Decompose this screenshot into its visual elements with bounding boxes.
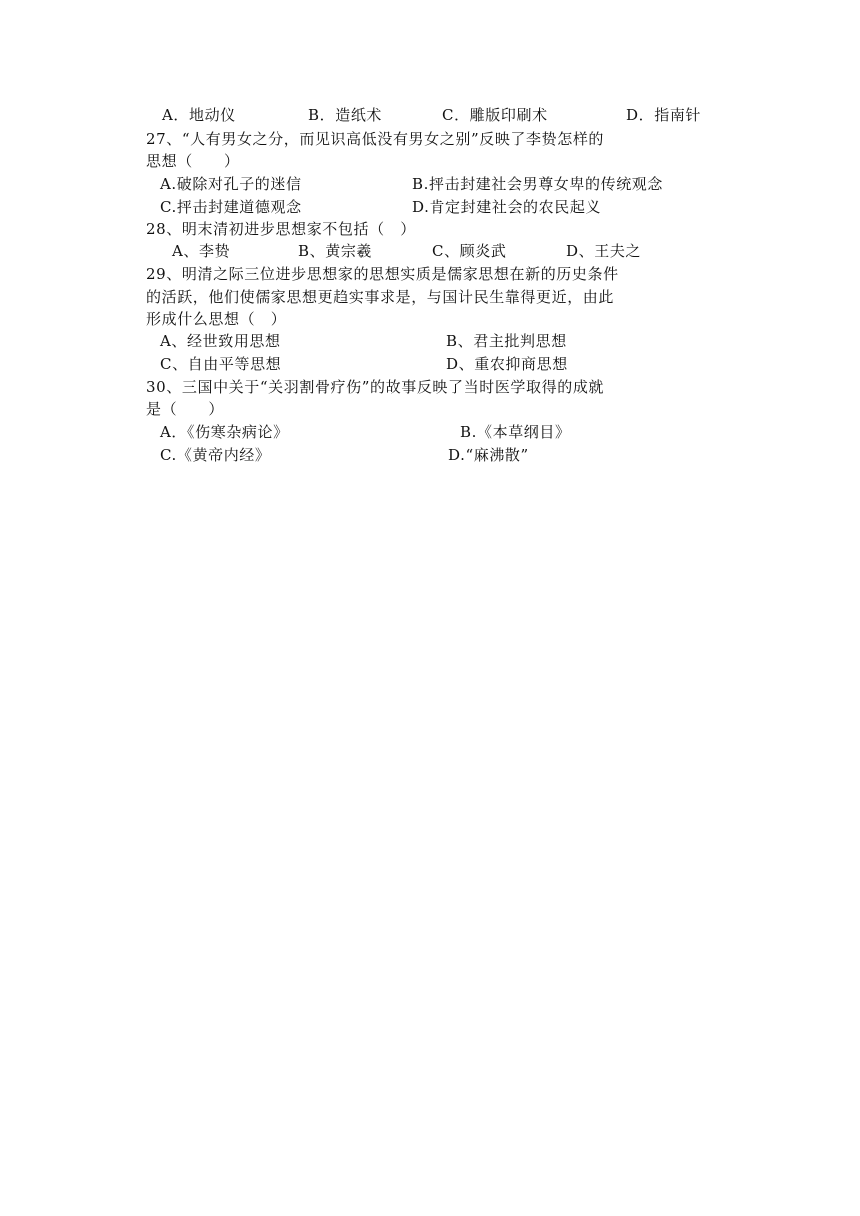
q30-stem-line-1: 30、三国中关于“关羽割骨疗伤”的故事反映了当时医学取得的成就 [146, 378, 605, 396]
q30-option-c: C.《黄帝内经》 [160, 446, 271, 464]
q26-option-c: C．雕版印刷术 [442, 106, 548, 124]
q30-option-d: D.“麻沸散” [448, 446, 529, 464]
q26-option-b: B．造纸术 [308, 106, 383, 124]
q29-option-b: B、君主批判思想 [446, 332, 567, 350]
q30-option-a: A．《伤寒杂病论》 [160, 423, 289, 441]
q27-option-a: A.破除对孔子的迷信 [160, 175, 302, 193]
q28-option-d: D、王夫之 [566, 242, 642, 260]
q29-option-d: D、重农抑商思想 [446, 355, 568, 373]
q29-stem-line-3: 形成什么思想（ ） [146, 310, 287, 328]
q26-option-a: A．地动仪 [162, 106, 236, 124]
q27-option-c: C.抨击封建道德观念 [160, 198, 302, 216]
q27-option-b: B.抨击封建社会男尊女卑的传统观念 [412, 175, 663, 193]
q29-option-c: C、自由平等思想 [160, 355, 282, 373]
q26-option-d: D．指南针 [626, 106, 702, 124]
q28-option-b: B、黄宗羲 [298, 242, 373, 260]
q28-stem-line-1: 28、明末清初进步思想家不包括（ ） [146, 220, 416, 238]
q29-option-a: A、经世致用思想 [160, 332, 281, 350]
q27-option-d: D.肯定封建社会的农民起义 [412, 198, 602, 216]
q30-stem-line-2: 是（ ） [146, 400, 225, 418]
q28-option-c: C、顾炎武 [432, 242, 507, 260]
q29-stem-line-2: 的活跃，他们使儒家思想更趋实事求是，与国计民生靠得更近，由此 [146, 288, 615, 306]
q28-option-a: A、李贽 [172, 242, 231, 260]
q27-stem-line-1: 27、“人有男女之分，而见识高低没有男女之别”反映了李贽怎样的 [146, 130, 605, 148]
q29-stem-line-1: 29、明清之际三位进步思想家的思想实质是儒家思想在新的历史条件 [146, 265, 619, 283]
q30-option-b: B.《本草纲目》 [460, 423, 571, 441]
q27-stem-line-2: 思想（ ） [146, 152, 240, 170]
